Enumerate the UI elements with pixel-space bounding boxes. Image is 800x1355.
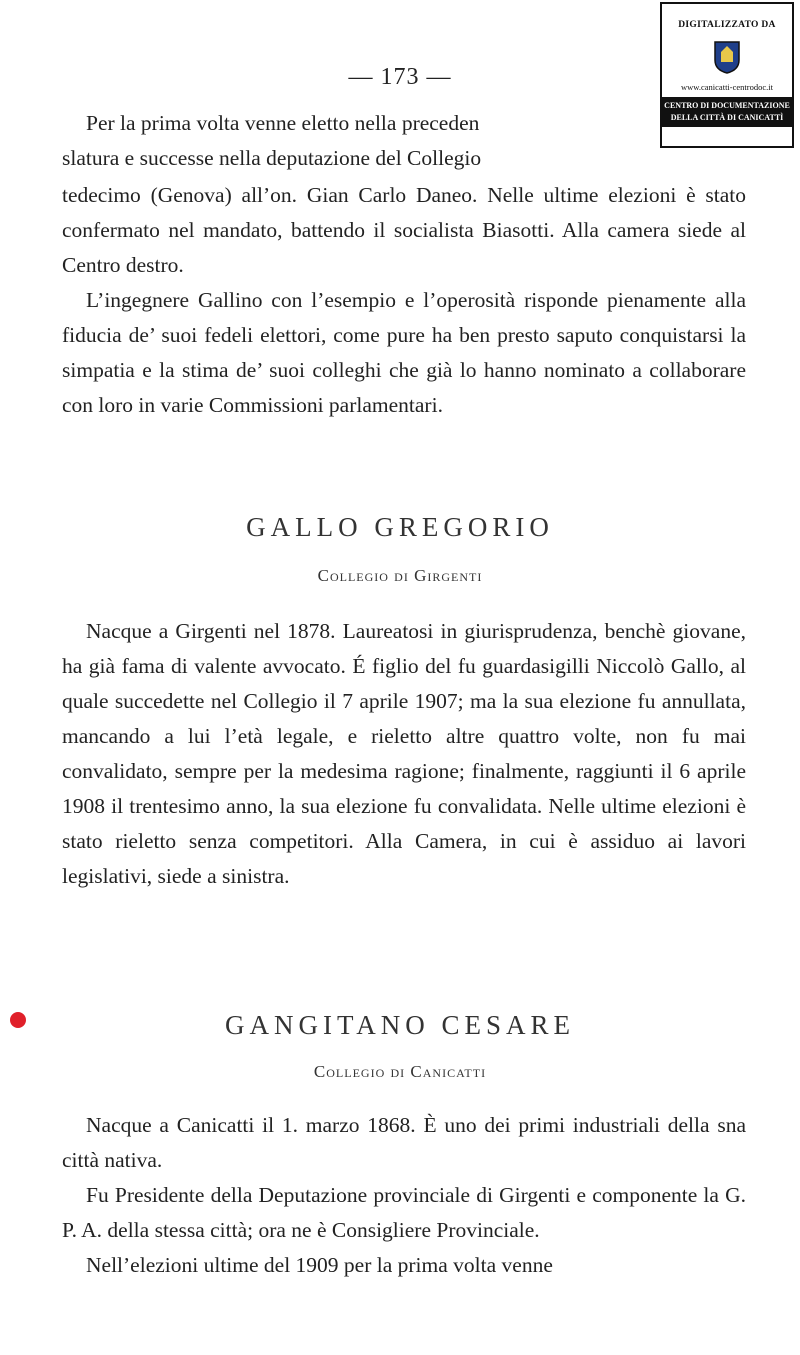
gangitano-paragraph-2: Fu Presidente della Deputazione provinciale di Girgenti e componente la G. P. A. della stessa città; ora ne è Consigliere Provinciale. (62, 1183, 746, 1242)
section-heading-gangitano: GANGITANO CESARE (224, 1010, 576, 1040)
section-subheading-gallo: Collegio di Girgenti (317, 566, 483, 585)
stamp-url: www.canicatti-centrodoc.it (681, 82, 773, 92)
intro-first-lines (62, 106, 652, 176)
stamp-line-2: DELLA CITTÀ DI CANICATTÌ (670, 113, 784, 122)
gangitano-biography (62, 1108, 746, 1283)
gangitano-paragraph-1: Nacque a Canicatti il 1. marzo 1868. È uno dei primi industriali della sna città nativa. (62, 1113, 746, 1172)
digitization-stamp (660, 2, 794, 148)
coat-of-arms-icon (713, 40, 741, 74)
section-heading-gallo: GALLO GREGORIO (246, 512, 554, 542)
page-number: — 173 — (348, 64, 452, 90)
stamp-line-1: CENTRO DI DOCUMENTAZIONE (664, 101, 790, 110)
gangitano-paragraph-3: Nell’elezioni ultime del 1909 per la prima volta venne (86, 1253, 553, 1277)
section-subheading-gangitano: Collegio di Canicatti (313, 1062, 487, 1081)
stamp-title: DIGITALIZZATO DA (678, 20, 776, 30)
stamp-band (662, 97, 792, 127)
intro-paragraphs (62, 178, 746, 423)
intro-paragraph-2: L’ingegnere Gallino con l’esempio e l’operosità risponde pienamente alla fiducia de’ suoi fedeli elettori, come pure ha ben presto saputo conquistarsi la simpatia e la stima de’ suoi colleghi che già lo hanno nominato a collaborare con loro in varie Commissioni parlamentari. (62, 288, 746, 417)
intro-rest: tedecimo (Genova) all’on. Gian Carlo Daneo. Nelle ultime elezioni è stato confermato nel mandato, battendo il socialista Biasotti. Alla camera siede al Centro destro. (62, 183, 746, 277)
intro-line-1: Per la prima volta venne eletto nella preceden (86, 111, 480, 135)
gallo-paragraph: Nacque a Girgenti nel 1878. Laureatosi in giurisprudenza, benchè giovane, ha già fama di valente avvocato. É figlio del fu guardasigilli Niccolò Gallo, al quale succedette nel Collegio il 7 aprile 1907; ma la sua elezione fu annullata, mancando a lui l’età legale, e rieletto altre quattro volte, non fu mai convalidato, sempre per la medesima ragione; finalmente, raggiunti il 6 aprile 1908 il trentesimo anno, la sua elezione fu convalidata. Nelle ultime elezioni è stato rieletto senza competitori. Alla Camera, in cui è assiduo ai lavori legislativi, siede a sinistra. (62, 619, 746, 888)
intro-line-2: slatura e successe nella deputazione del Collegio (62, 146, 482, 170)
gallo-biography (62, 614, 746, 894)
